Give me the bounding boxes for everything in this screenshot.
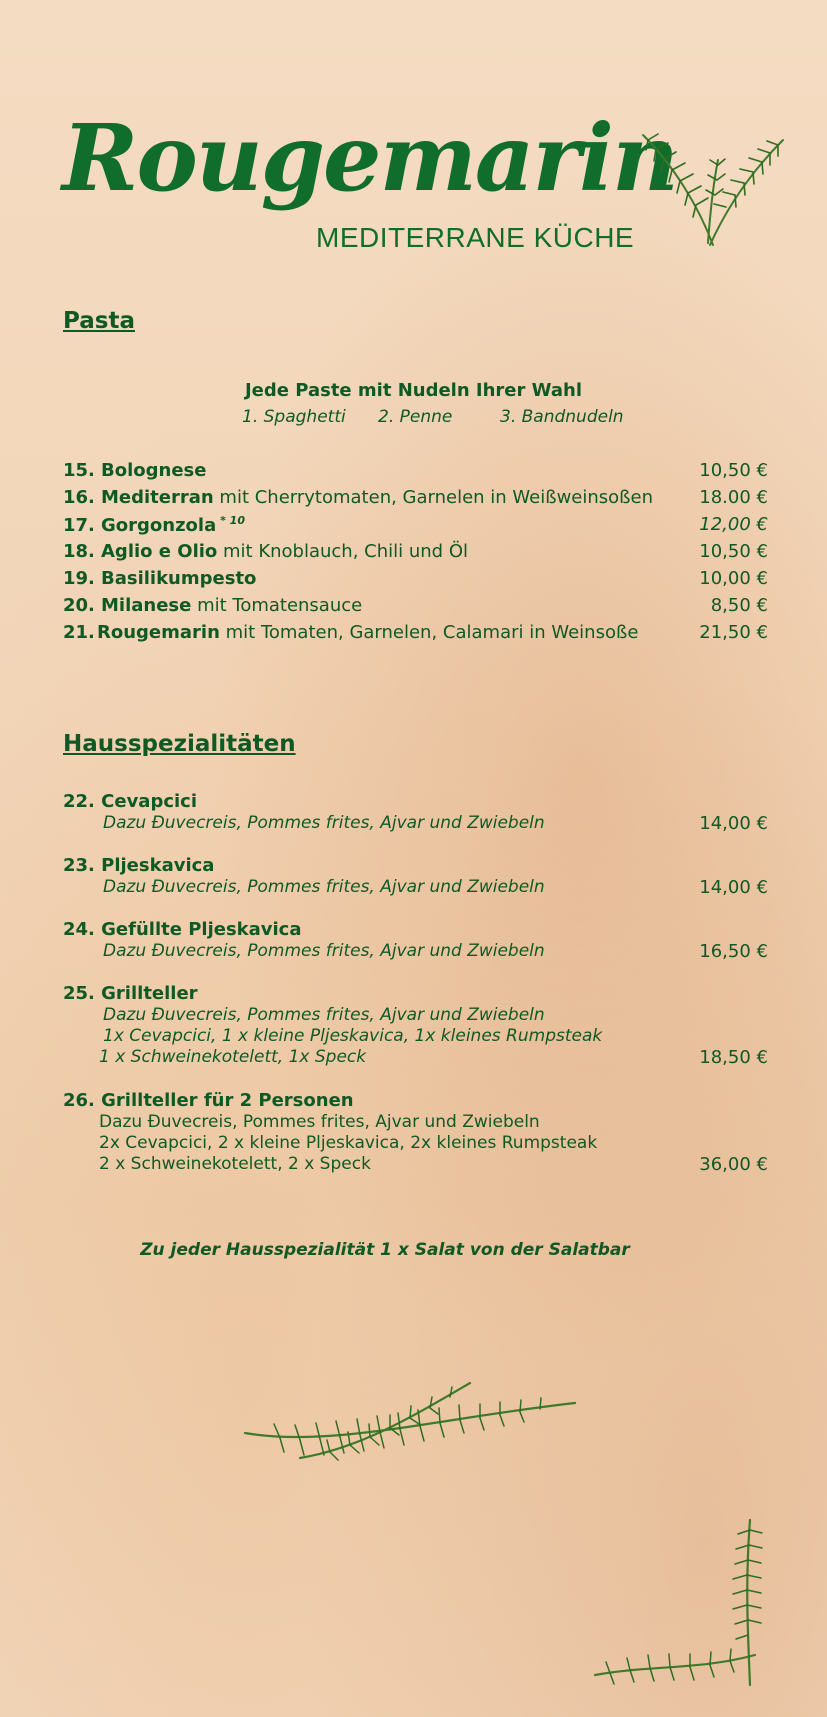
choice-spaghetti: 1. Spaghetti	[242, 407, 346, 427]
pasta-item-price: 10,00 €	[699, 568, 768, 589]
special-item-title: 23. Pljeskavica	[63, 855, 215, 876]
pasta-item-number: 17.	[63, 515, 95, 536]
pasta-item-price: 10,50 €	[699, 541, 768, 562]
pasta-item	[63, 568, 768, 594]
pasta-item-number: 19.	[63, 568, 95, 589]
pasta-item-name	[63, 595, 362, 621]
special-item-description: Dazu Đuvecreis, Pommes frites, Ajvar und Zwiebeln	[103, 1005, 545, 1025]
pasta-item-allergens: * 10	[216, 514, 245, 527]
pasta-item	[63, 514, 768, 540]
specials-note: Zu jeder Hausspezialität 1 x Salat von der Salatbar	[140, 1240, 630, 1260]
pasta-item-description: mit Tomatensauce	[191, 595, 363, 616]
pasta-item-price: 18.00 €	[699, 487, 768, 508]
pasta-item-price: 21,50 €	[699, 622, 768, 643]
pasta-item-name	[63, 460, 206, 486]
special-item-description: 2 x Schweinekotelett, 2 x Speck	[99, 1154, 371, 1174]
special-item-price: 14,00 €	[699, 813, 768, 834]
special-item-title: 25. Grillteller	[63, 983, 198, 1004]
special-item-description: 2x Cevapcici, 2 x kleine Pljeskavica, 2x kleines Rumpsteak	[99, 1133, 598, 1153]
brand-name: Rougemarin	[62, 104, 677, 212]
choice-bandnudeln: 3. Bandnudeln	[500, 407, 624, 427]
pasta-item-title: Mediterran	[101, 487, 214, 508]
pasta-item-description: mit Cherrytomaten, Garnelen in Weißweinsoßen	[213, 487, 653, 508]
brand-subtitle: MEDITERRANE KÜCHE	[316, 222, 635, 253]
choice-penne: 2. Penne	[378, 407, 453, 427]
section-title-pasta: Pasta	[63, 308, 135, 334]
pasta-item	[63, 622, 768, 648]
rosemary-sprig-icon	[240, 1378, 580, 1488]
special-item-price: 16,50 €	[699, 941, 768, 962]
pasta-item-price: 12,00 €	[699, 514, 768, 535]
special-item-description: Dazu Đuvecreis, Pommes frites, Ajvar und Zwiebeln	[103, 877, 545, 897]
pasta-item-number: 15.	[63, 460, 95, 481]
pasta-item-name	[63, 622, 638, 648]
special-item-title: 26. Grillteller für 2 Personen	[63, 1090, 354, 1111]
special-item-description: Dazu Đuvecreis, Pommes frites, Ajvar und Zwiebeln	[99, 1112, 540, 1132]
pasta-item-title: Aglio e Olio	[101, 541, 218, 562]
pasta-item-title: Bolognese	[101, 460, 207, 481]
pasta-item-number: 21.	[63, 622, 95, 643]
pasta-item-title: Basilikumpesto	[101, 568, 257, 589]
rosemary-sprig-icon	[638, 125, 788, 250]
special-item-description: 1 x Schweinekotelett, 1x Speck	[99, 1047, 367, 1067]
brand-logo	[62, 104, 677, 257]
pasta-item-price: 8,50 €	[710, 595, 768, 616]
pasta-item-price: 10,50 €	[699, 460, 768, 481]
pasta-item-name	[63, 541, 468, 567]
pasta-item-number: 18.	[63, 541, 95, 562]
special-item-description: 1x Cevapcici, 1 x kleine Pljeskavica, 1x kleines Rumpsteak	[103, 1026, 603, 1046]
pasta-item-title: Gorgonzola	[101, 515, 217, 536]
pasta-item	[63, 460, 768, 486]
special-item-price: 36,00 €	[699, 1154, 768, 1175]
special-item-description: Dazu Đuvecreis, Pommes frites, Ajvar und Zwiebeln	[103, 941, 545, 961]
special-item-price: 18,50 €	[699, 1047, 768, 1068]
pasta-item	[63, 487, 768, 513]
rosemary-sprig-icon	[590, 1515, 790, 1690]
pasta-item-number: 20.	[63, 595, 95, 616]
pasta-item	[63, 595, 768, 621]
special-item-title: 24. Gefüllte Pljeskavica	[63, 919, 302, 940]
pasta-item-name	[63, 568, 256, 594]
pasta-choice-heading: Jede Paste mit Nudeln Ihrer Wahl	[244, 380, 583, 401]
section-title-specials: Hausspezialitäten	[63, 731, 296, 757]
special-item-title: 22. Cevapcici	[63, 791, 198, 812]
pasta-item	[63, 541, 768, 567]
special-item-description: Dazu Đuvecreis, Pommes frites, Ajvar und Zwiebeln	[103, 813, 545, 833]
special-item-price: 14,00 €	[699, 877, 768, 898]
pasta-item-name	[63, 514, 245, 540]
pasta-item-title: Milanese	[101, 595, 192, 616]
pasta-choices	[242, 407, 624, 427]
pasta-item-name	[63, 487, 653, 513]
pasta-item-title: Rougemarin	[97, 622, 220, 643]
pasta-item-number: 16.	[63, 487, 95, 508]
pasta-item-description: mit Tomaten, Garnelen, Calamari in Weinsoße	[219, 622, 639, 643]
pasta-item-description: mit Knoblauch, Chili und Öl	[217, 541, 468, 562]
